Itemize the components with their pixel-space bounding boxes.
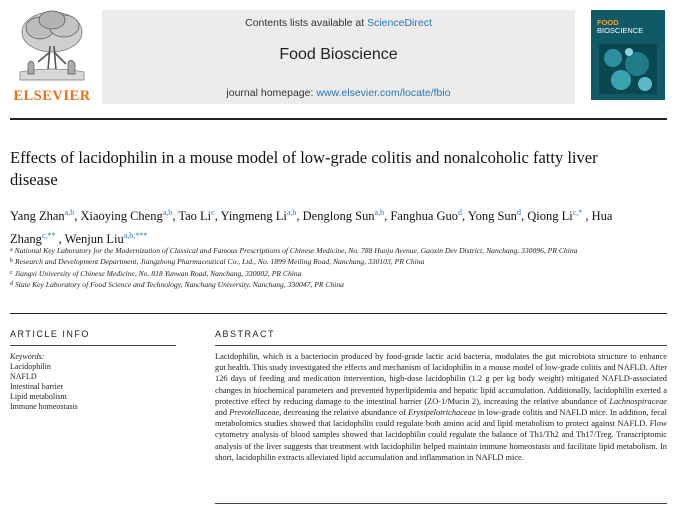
author-affiliation-marker[interactable]: d [516, 208, 521, 217]
keyword-item[interactable]: Lipid metabolism [10, 392, 67, 401]
abstract-part-3: , decreasing the relative abundance of [279, 408, 409, 418]
keyword-item[interactable]: Intestinal barrier [10, 382, 64, 391]
cover-word-food: FOOD [597, 18, 619, 27]
article-title: Effects of lacidophilin in a mouse model of low-grade colitis and nonalcoholic fatty liver disease [10, 148, 598, 189]
author-name[interactable]: Tao Li [178, 209, 212, 223]
author-affiliation-marker[interactable]: c [211, 208, 215, 217]
author-list [10, 203, 660, 249]
author-name[interactable]: Hua Zhang [10, 209, 613, 246]
author-affiliation-marker[interactable]: a,b [374, 208, 385, 217]
author-name[interactable]: Wenjun Liu [64, 232, 124, 246]
journal-info-box [102, 10, 575, 104]
author-name[interactable]: Yang Zhan [10, 209, 65, 223]
author-affiliation-marker[interactable]: a,b,*** [123, 231, 148, 240]
author-separator: , [55, 232, 65, 246]
cover-word-bioscience: BIOSCIENCE [597, 26, 644, 35]
sciencedirect-link[interactable]: ScienceDirect [367, 17, 432, 29]
contents-line [102, 17, 575, 29]
author-name[interactable]: Fanghua Guo [390, 209, 459, 223]
section-divider [10, 313, 667, 314]
author-affiliation-marker[interactable]: c,** [41, 231, 56, 240]
affiliation-text: Jiangxi University of Chinese Medicine, No. 818 Yunwan Road, Nanchang, 330002, PR China [14, 268, 302, 278]
abstract-part-4: in low-grade colitis and NAFLD mice. In addition, fecal metabolomics studies showed that lacidophilin could regulate both amino acid and lipid metabolism to protect against NAFLD. Flow cytometry analysis of blood samples showed that lacidophilin could regulate the balance of Th1/Th2 and Th17/Treg. Transcriptomic analysis of the liver suggests that treatment with lacidophilin helped maintain immune homeostasis and facilitate lipid metabolism. In short, lacidophilin extracts alleviated lipid accumulation and inflammation in NAFLD mice. [215, 408, 667, 462]
abstract-rule [215, 345, 667, 346]
article-info-rule [10, 345, 176, 346]
header-divider [10, 118, 667, 120]
author-separator: , [582, 209, 592, 223]
author-separator: , [520, 209, 528, 223]
abstract-bottom-rule [215, 503, 667, 504]
article-info-heading: ARTICLE INFO [10, 329, 90, 339]
abstract-heading: ABSTRACT [215, 329, 276, 339]
elsevier-wordmark: ELSEVIER [13, 88, 91, 104]
abstract-taxon-lachnospiraceae: Lachnospiraceae [609, 396, 667, 406]
keywords-list [10, 362, 78, 412]
journal-cover[interactable] [591, 10, 665, 100]
elsevier-logo[interactable] [10, 6, 91, 106]
affiliation-text: National Key Laboratory for the Modernization of Classical and Famous Prescriptions of Chinese Medicine, No. 788 Huoju Avenue, Gaoxin Dev District, Nanchang, 330096, PR China [14, 246, 578, 255]
contents-prefix: Contents lists available at [245, 17, 368, 29]
author-name[interactable]: Qiong Li [527, 209, 573, 223]
author-separator: , [172, 209, 179, 223]
author-affiliation-marker[interactable]: c,* [572, 208, 583, 217]
affiliation-marker: a [10, 247, 13, 253]
author-affiliation-marker[interactable]: d [458, 208, 463, 217]
abstract-part-2: and [215, 408, 230, 418]
author-affiliation-marker[interactable]: a,b [64, 208, 75, 217]
author-affiliation-marker[interactable]: a,b [286, 208, 297, 217]
author-name[interactable]: Denglong Sun [302, 209, 375, 223]
affiliation-item [10, 268, 660, 279]
abstract-text [215, 351, 667, 463]
abstract-taxon-prevotellaceae: Prevotellaceae [229, 408, 280, 418]
affiliation-marker: c [10, 269, 13, 276]
homepage-line [102, 87, 575, 99]
homepage-prefix: journal homepage: [226, 87, 317, 99]
affiliation-item [10, 245, 660, 256]
affiliation-text: Research and Development Department, Jiangzhong Pharmaceutical Co., Ltd., No. 1899 Meiling Road, Nanchang, 330103, PR China [15, 257, 425, 267]
keyword-item[interactable]: Lacidophilin [10, 362, 51, 371]
author-separator: , [214, 209, 221, 223]
affiliation-marker: b [10, 258, 13, 265]
keyword-item[interactable]: Immune homeostasis [10, 402, 78, 411]
cover-title [597, 19, 643, 35]
author-name[interactable]: Yingmeng Li [220, 209, 287, 223]
author-separator: , [296, 209, 303, 223]
author-name[interactable]: Yong Sun [467, 209, 517, 223]
author-separator: , [384, 209, 391, 223]
abstract-taxon-erysipelotrichaceae: Erysipelotrichaceae [408, 408, 476, 418]
author-affiliation-marker[interactable]: a,b [162, 208, 173, 217]
author-separator: , [462, 209, 468, 223]
abstract-part-1: Lacidophilin, which is a bacteriocin produced by food-grade lactic acid bacteria, modulates the gut microbiota structure to enhance gut health. This study investigated the effects and mechanism of lacidophilin in a mouse model of low-grade colitis and NAFLD. After 126 days of feeding and medication intervention, high-dose lacidophilin (1.2 g per kg body weight) mitigated NAFLD-associated changes in biochemical parameters and prevented hyperlipidemia and hepatic lipid accumulation. Additionally, lacidophilin exerted a protective effect by reducing damage to the intestinal barrier (ZO-1/Mucin 2), increasing the relative abundance of [215, 352, 667, 406]
affiliation-text: State Key Laboratory of Food Science and Technology, Nanchang University, Nanchang, 330047, PR China [15, 280, 344, 290]
journal-header [0, 0, 677, 110]
journal-homepage-link[interactable]: www.elsevier.com/locate/fbio [316, 87, 451, 99]
author-separator: , [74, 209, 81, 223]
affiliation-marker: d [10, 281, 13, 288]
affiliation-item [10, 279, 660, 290]
affiliation-list [10, 245, 660, 291]
keyword-item[interactable]: NAFLD [10, 372, 37, 381]
cover-image-icon [599, 44, 657, 94]
journal-name[interactable]: Food Bioscience [279, 46, 398, 63]
elsevier-tree-icon [14, 6, 90, 86]
author-name[interactable]: Xiaoying Cheng [80, 209, 163, 223]
keywords-label: Keywords: [10, 352, 45, 361]
affiliation-item [10, 256, 660, 267]
